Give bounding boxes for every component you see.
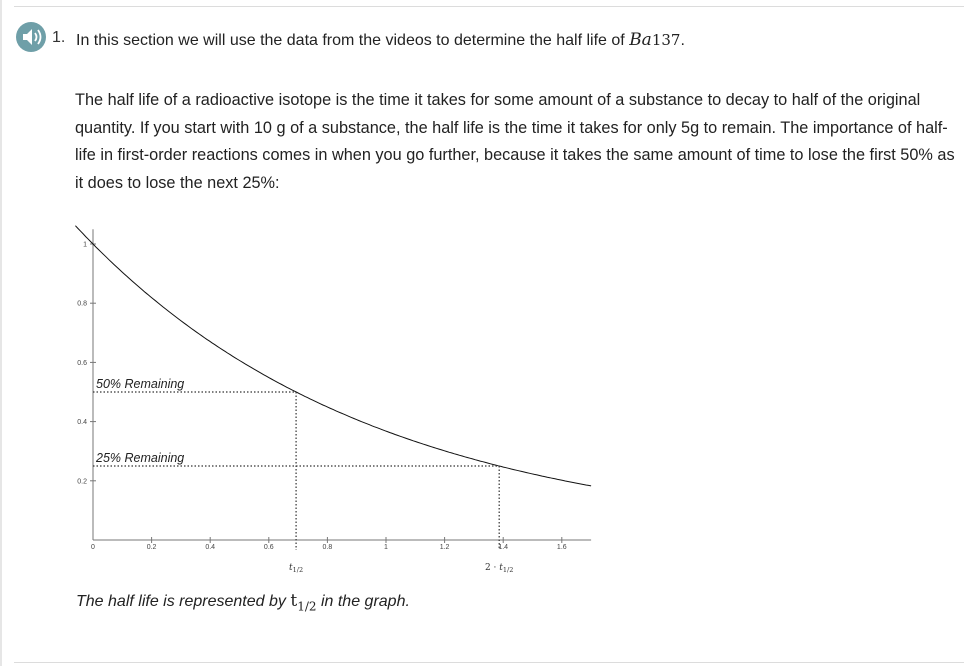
x-tick-label: 1.6	[556, 544, 567, 551]
x-tick-label: 0.6	[263, 544, 274, 551]
question-prompt: In this section we will use the data from the videos to determine the half life of	[76, 32, 625, 49]
y-tick-label: 0.6	[77, 359, 87, 367]
top-divider	[14, 6, 964, 7]
x-tick-label: 0.8	[322, 544, 333, 551]
isotope-formula: Ba137	[629, 30, 681, 50]
question-number: 1.	[52, 29, 66, 46]
question-text	[76, 30, 685, 50]
x-marker-label: $2 \cdot t_{1/2}$	[484, 563, 514, 574]
caption-formula: $t_{1/2}$	[290, 591, 317, 614]
caption-suffix: in the graph.	[320, 593, 410, 610]
annotation-label: 25% Remaining	[96, 451, 185, 465]
x-tick-label: 1	[384, 544, 388, 551]
x-tick-label: 1.2	[439, 544, 450, 551]
decay-curve	[75, 226, 591, 486]
x-tick-label: 1.4	[498, 544, 509, 551]
x-tick-label: 0.4	[205, 544, 216, 551]
y-tick-label: 1	[83, 241, 87, 249]
x-tick-label: 0	[91, 544, 95, 551]
question-period: .	[680, 32, 685, 49]
speaker-icon[interactable]	[16, 22, 46, 52]
x-tick-label: 0.2	[146, 544, 157, 551]
y-tick-label: 0.8	[77, 300, 87, 308]
x-marker-label: $t_{1/2}$	[289, 563, 304, 574]
bottom-divider	[14, 662, 964, 663]
y-tick-label: 0.2	[77, 478, 87, 486]
caption-prefix: The half life is represented by	[76, 593, 286, 610]
decay-chart	[60, 222, 600, 582]
y-tick-label: 0.4	[77, 419, 87, 427]
explanation-paragraph: The half life of a radioactive isotope is the time it takes for some amount of a substance to decay to half of the original quantity. If you start with 10 g of a substance, the half life is the time it takes for only 5g to remain. The importance of half-life in first-order reactions comes in when you go further, because it takes the same amount of time to lose the first 50% as it does to lose the next 25%:	[75, 91, 955, 192]
annotation-label: 50% Remaining	[96, 377, 185, 391]
graph-caption	[76, 591, 410, 613]
